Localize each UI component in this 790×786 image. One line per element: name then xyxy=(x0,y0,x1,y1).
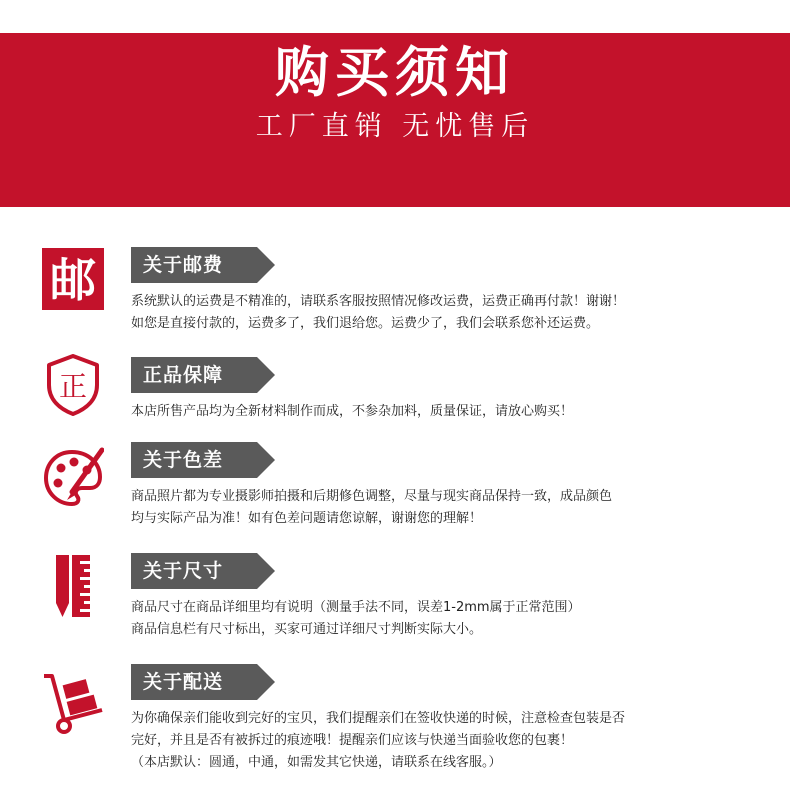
section-text xyxy=(131,708,771,774)
section-text xyxy=(131,486,771,530)
section-title: 关于邮费 xyxy=(143,254,224,276)
text-line: 商品信息栏有尺寸标出，买家可通过详细尺寸判断实际大小。 xyxy=(131,622,483,637)
text-line: 为你确保亲们能收到完好的宝贝，我们提醒亲们在签收快递的时候，注意检查包装是否 xyxy=(131,711,626,726)
text-line: 商品照片都为专业摄影师拍摄和后期修色调整，尽量与现实商品保持一致，成品颜色 xyxy=(131,489,613,504)
section-title-tag xyxy=(131,553,275,589)
text-line: 均与实际产品为准！如有色差问题请您谅解，谢谢您的理解！ xyxy=(131,511,483,526)
section-title-tag xyxy=(131,664,275,700)
section-size xyxy=(0,553,790,653)
section-text xyxy=(131,291,771,335)
hand-truck-icon xyxy=(40,670,102,736)
section-title-tag xyxy=(131,442,275,478)
ruler-pencil-icon xyxy=(42,553,104,621)
text-line: 商品尺寸在商品详细里均有说明（测量手法不同，误差1-2mm属于正常范围） xyxy=(131,600,581,615)
mail-character-icon xyxy=(42,248,104,310)
text-line: 如您是直接付款的，运费多了，我们退给您。运费少了，我们会联系您补还运费。 xyxy=(131,316,600,331)
text-line: 完好，并且是否有被拆过的痕迹哦！提醒亲们应该与快递当面验收您的包裹！ xyxy=(131,733,574,748)
svg-text:正: 正 xyxy=(58,370,88,403)
section-text xyxy=(131,401,771,423)
section-title-tag xyxy=(131,357,275,393)
section-title: 关于色差 xyxy=(143,449,224,471)
text-line: （本店默认：圆通，中通，如需发其它快递，请联系在线客服。） xyxy=(131,755,502,770)
text-line: 本店所售产品均为全新材料制作而成，不参杂加料，质量保证，请放心购买！ xyxy=(131,404,574,419)
section-title: 正品保障 xyxy=(143,364,224,386)
section-title-tag xyxy=(131,247,275,283)
page-subtitle: 工厂直销 无忧售后 xyxy=(255,111,535,142)
svg-text:邮: 邮 xyxy=(50,253,96,307)
section-title: 关于尺寸 xyxy=(143,560,224,582)
section-delivery xyxy=(0,664,790,770)
text-line: 系统默认的运费是不精准的，请联系客服按照情况修改运费，运费正确再付款！谢谢！ xyxy=(131,294,626,309)
genuine-shield-icon xyxy=(42,353,104,415)
section-title: 关于配送 xyxy=(143,671,224,693)
palette-icon xyxy=(42,446,104,508)
section-color xyxy=(0,442,790,542)
section-postage xyxy=(0,247,790,347)
page-title: 购买须知 xyxy=(275,40,515,104)
section-text xyxy=(131,597,771,641)
